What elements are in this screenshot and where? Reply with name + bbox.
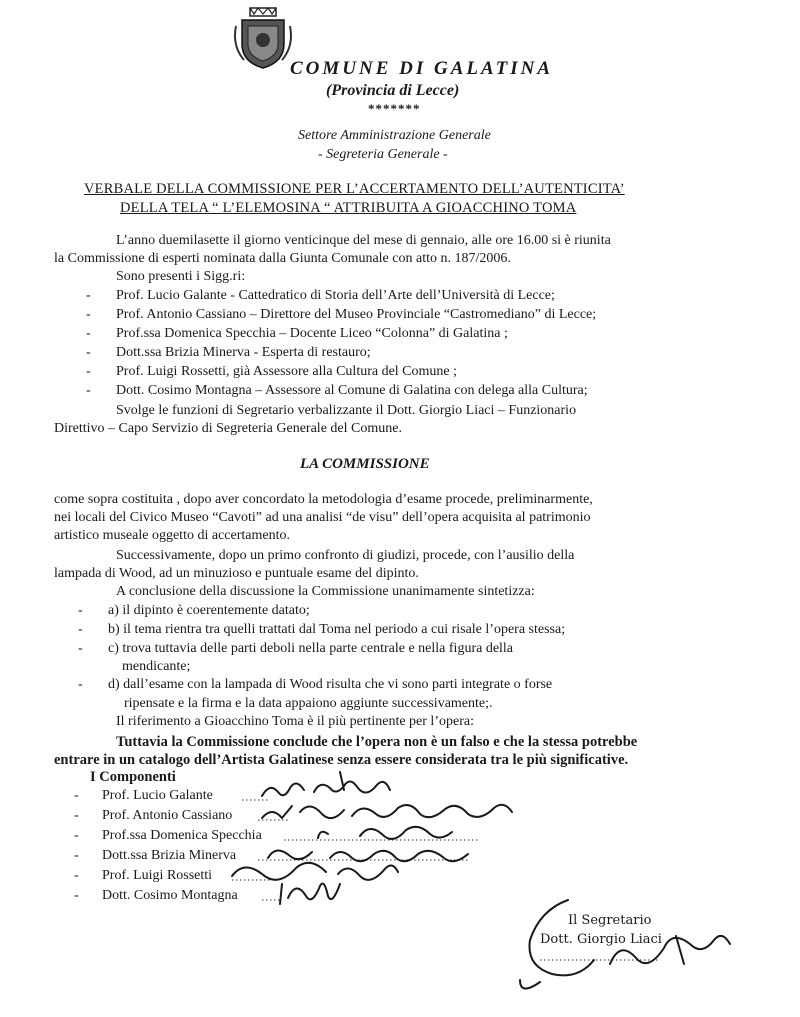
component-name: Dott. Cosimo Montagna [102, 888, 238, 903]
list-dash: - [78, 622, 83, 637]
body-line: Successivamente, dopo un primo confronto di giudizi, procede, con l’ausilio della [116, 548, 575, 563]
signature-galante [262, 772, 390, 796]
finding-a: a) il dipinto è coerentemente datato; [108, 603, 310, 618]
conclusion-line2: entrare in un catalogo dell’Artista Galatinese senza essere considerata tra le più significative. [54, 752, 629, 768]
member-item: Prof. Antonio Cassiano – Direttore del Museo Provinciale “Castromediano” di Lecce; [116, 307, 597, 322]
list-dash: - [86, 326, 91, 341]
member-item: Prof.ssa Domenica Specchia – Docente Liceo “Colonna” di Galatina ; [116, 326, 508, 341]
secretary-note-line2: Direttivo – Capo Servizio di Segreteria Generale del Comune. [54, 421, 402, 436]
components-heading: I Componenti [90, 769, 176, 785]
list-dash: - [78, 641, 83, 656]
signature-montagna [280, 884, 340, 904]
secretary-role: Il Segretario [568, 913, 652, 928]
body-line: nei locali del Civico Museo “Cavoti” ad una analisi “de visu” dell’opera acquisita al patrimonio [54, 510, 591, 525]
finding-d-cont: ripensate e la firma e la data appaiono aggiunte successivamente;. [124, 696, 493, 711]
list-dash: - [78, 603, 83, 618]
sector-name: Settore Amministrazione Generale [298, 128, 491, 143]
document-title-line1: VERBALE DELLA COMMISSIONE PER L’ACCERTAMENTO DELL’AUTENTICITA’ [84, 181, 625, 197]
list-dash: - [78, 677, 83, 692]
component-name: Prof. Luigi Rossetti [102, 868, 213, 883]
decorative-stars: ******* [368, 101, 421, 116]
list-dash: - [86, 364, 91, 379]
finding-c: c) trova tuttavia delle parti deboli nella parte centrale e nella figura della [108, 641, 514, 656]
document-title-line2: DELLA TELA “ L’ELEMOSINA “ ATTRIBUITA A GIOACCHINO TOMA [120, 200, 577, 216]
section-heading: LA COMMISSIONE [300, 456, 430, 472]
finding-c-cont: mendicante; [122, 659, 191, 674]
signature-cassiano [262, 805, 512, 818]
signature-specchia [318, 827, 452, 839]
secretary-note-line1: Svolge le funzioni di Segretario verbalizzante il Dott. Giorgio Liaci – Funzionario [116, 403, 577, 418]
list-dash: - [74, 848, 79, 863]
office-name: - Segreteria Generale - [318, 147, 448, 162]
member-item: Dott.ssa Brizia Minerva - Esperta di restauro; [116, 345, 371, 360]
component-name: Prof. Lucio Galante [102, 788, 213, 803]
intro-line1: L’anno duemilasette il giorno venticinque del mese di gennaio, alle ore 16.00 si è riunita [116, 233, 611, 248]
list-dash: - [74, 888, 79, 903]
member-item: Prof. Luigi Rossetti, già Assessore alla Cultura del Comune ; [116, 364, 458, 379]
list-dash: - [74, 868, 79, 883]
finding-b: b) il tema rientra tra quelli trattati dal Toma nel periodo a cui risale l’opera stessa; [108, 622, 566, 637]
component-name: Dott.ssa Brizia Minerva [102, 848, 237, 863]
component-name: Prof. Antonio Cassiano [102, 808, 233, 823]
conclusion-line1: Tuttavia la Commissione conclude che l’opera non è un falso e che la stessa potrebbe [116, 734, 638, 750]
body-line: lampada di Wood, ad un minuzioso e puntuale esame del dipinto. [54, 566, 419, 581]
list-dash: - [86, 288, 91, 303]
finding-d: d) dall’esame con la lampada di Wood risulta che vi sono parti integrate o forse [108, 677, 553, 692]
member-item: Prof. Lucio Galante - Cattedratico di Storia dell’Arte dell’Università di Lecce; [116, 288, 555, 303]
secretary-name: Dott. Giorgio Liaci [540, 932, 662, 947]
list-dash: - [86, 307, 91, 322]
list-dash: - [74, 828, 79, 843]
intro-line2: la Commissione di esperti nominata dalla Giunta Comunale con atto n. 187/2006. [54, 251, 511, 266]
member-item: Dott. Cosimo Montagna – Assessore al Comune di Galatina con delega alla Cultura; [116, 383, 588, 398]
list-dash: - [74, 788, 79, 803]
list-dash: - [86, 345, 91, 360]
signature-rossetti [232, 863, 398, 880]
body-line: artistico museale oggetto di accertamento. [54, 528, 290, 543]
component-name: Prof.ssa Domenica Specchia [102, 828, 262, 843]
list-dash: - [86, 383, 91, 398]
province-name: (Provincia di Lecce) [326, 82, 460, 99]
body-line: come sopra costituita , dopo aver concordato la metodologia d’esame procede, preliminarmente, [54, 492, 593, 507]
organization-name: COMUNE DI GALATINA [290, 58, 554, 79]
present-label: Sono presenti i Sigg.ri: [116, 269, 246, 284]
body-line: A conclusione della discussione la Commissione unanimamente sintetizza: [116, 584, 535, 599]
list-dash: - [74, 808, 79, 823]
reference-line: Il riferimento a Gioacchino Toma è il più pertinente per l’opera: [116, 714, 474, 729]
